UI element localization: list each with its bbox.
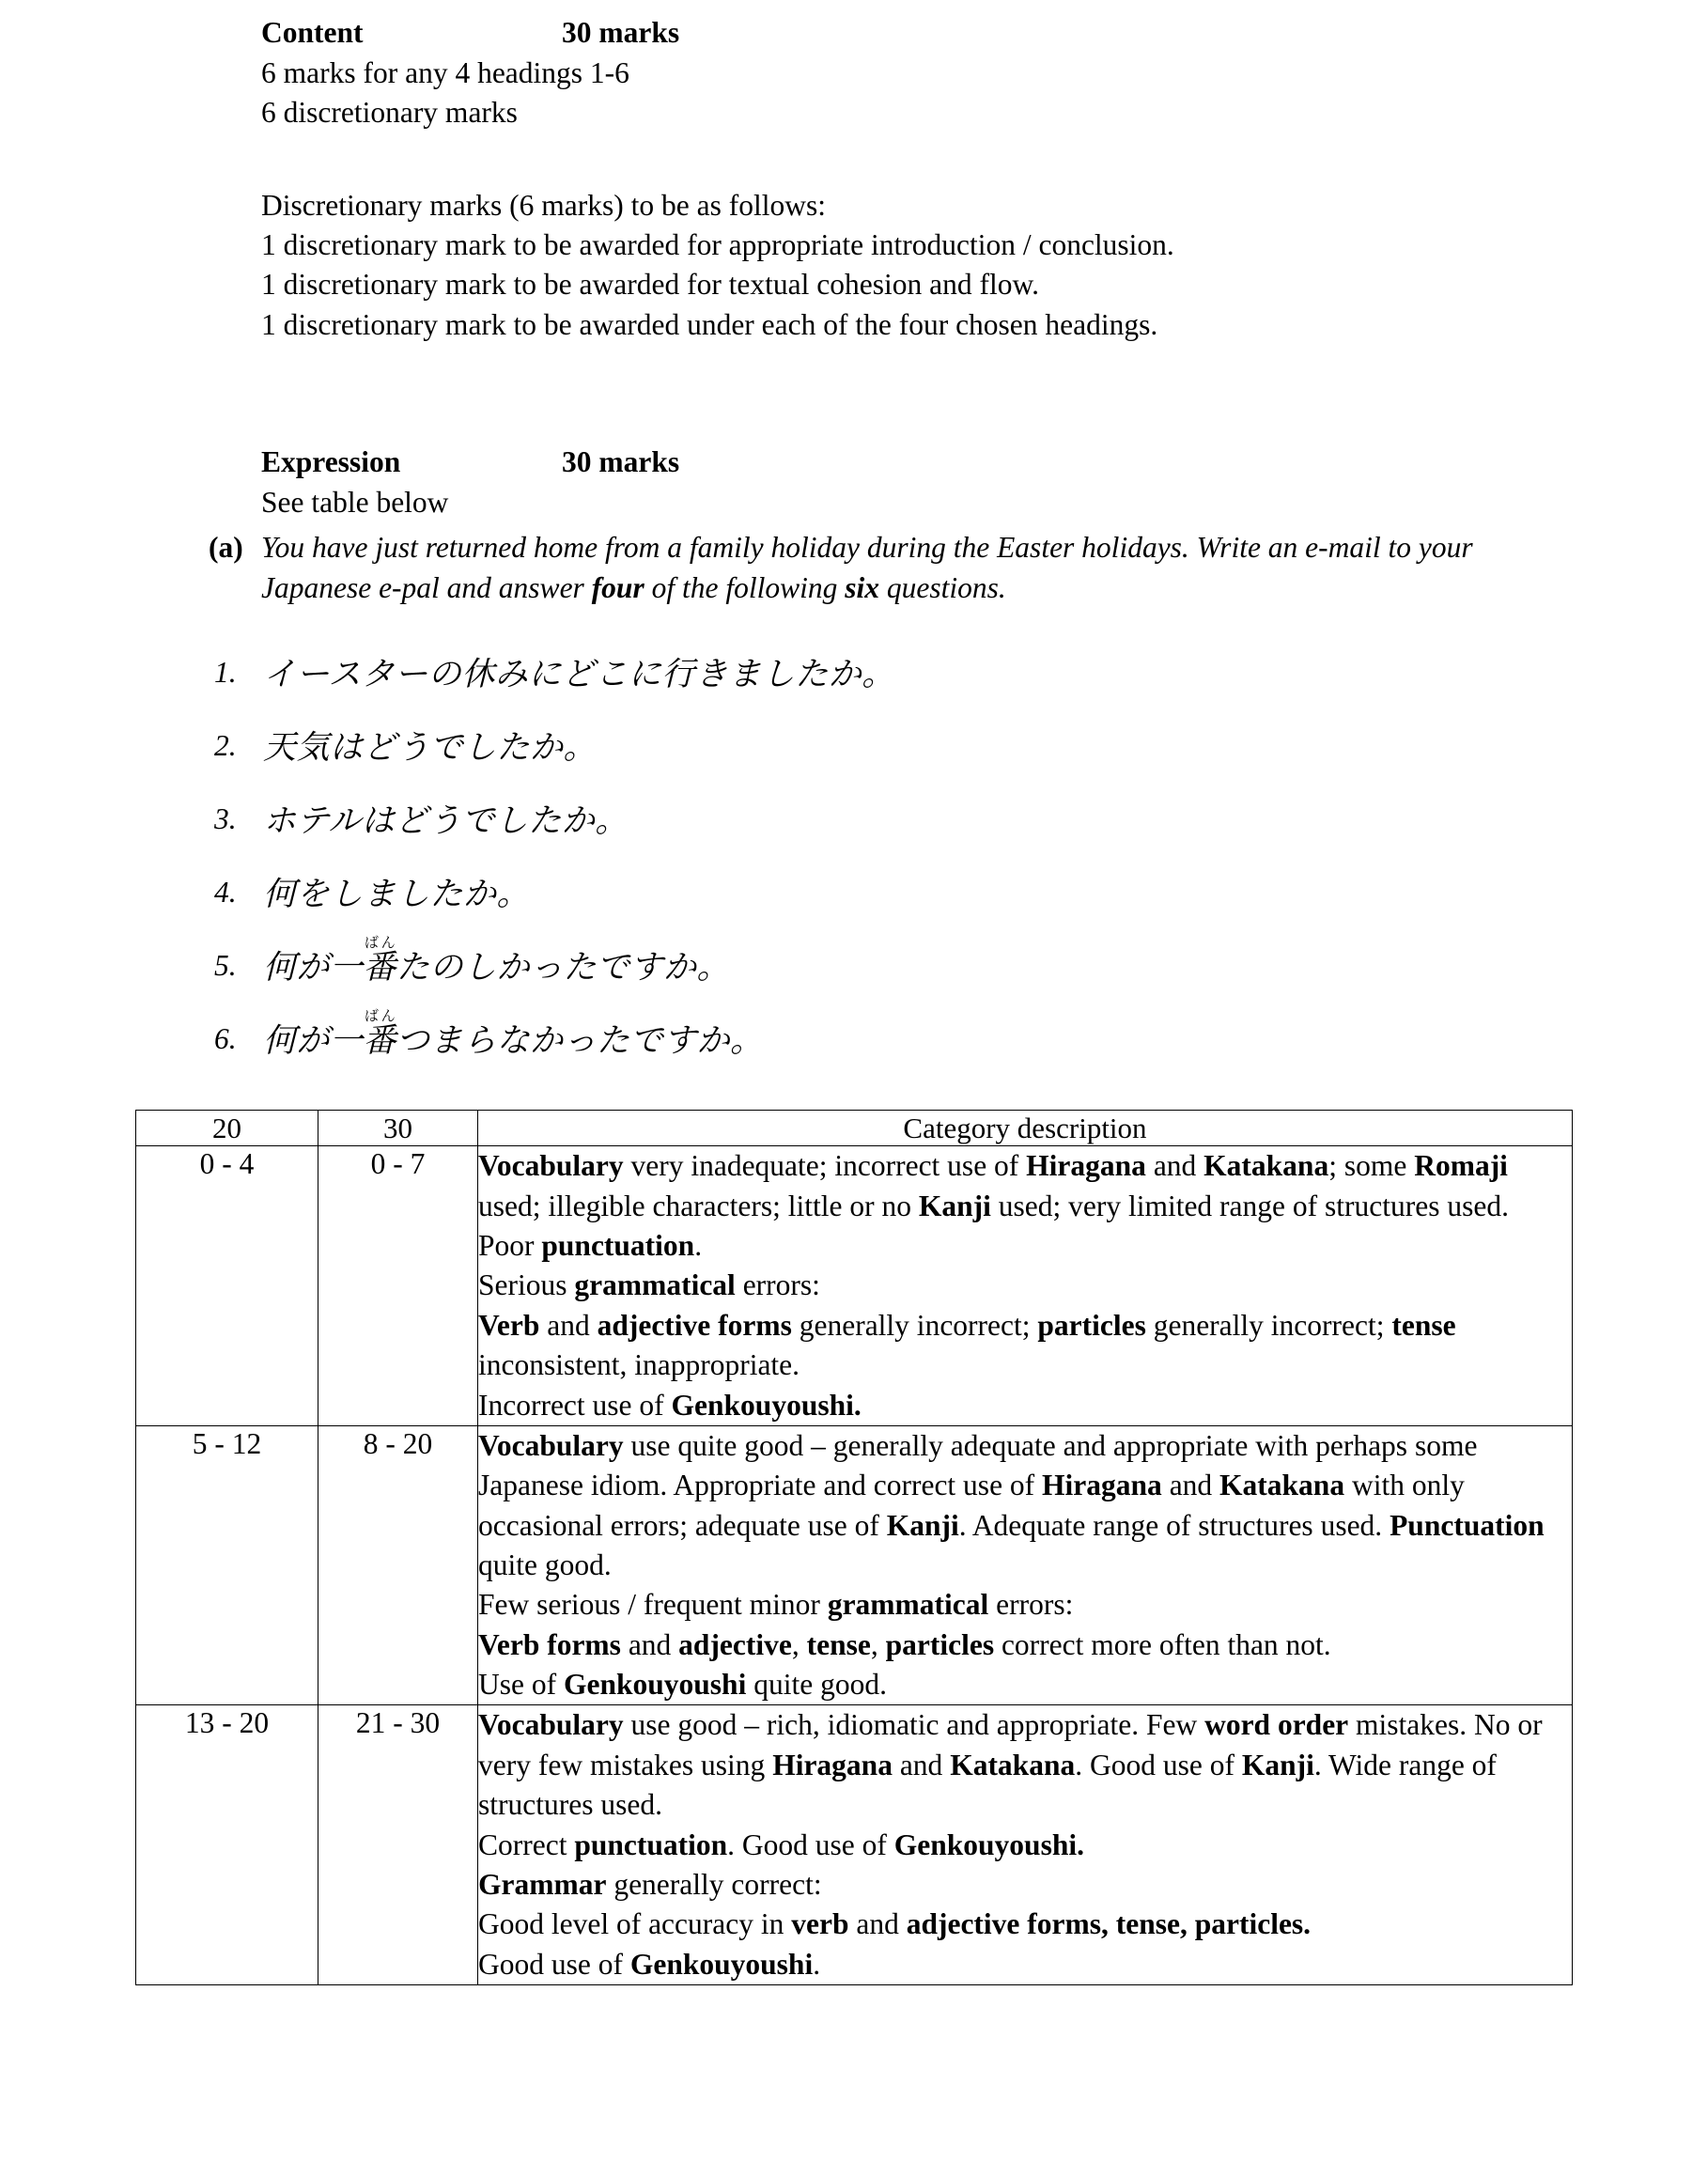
emphasis-term: Kanji [886, 1508, 959, 1542]
question-number: 5. [214, 948, 237, 982]
emphasis-term: Verb forms [478, 1627, 621, 1661]
description-text: use good – rich, idiomatic and appropriate. Few [623, 1708, 1205, 1742]
description-text: generally incorrect; [1145, 1308, 1392, 1342]
japanese-question-row [214, 984, 1708, 1060]
description-text: Use of [478, 1668, 564, 1702]
emphasis-term: Hiragana [1026, 1149, 1146, 1183]
description-line [478, 1625, 1572, 1665]
expression-section [261, 443, 1708, 522]
emphasis-term: punctuation [541, 1229, 695, 1263]
score-range-30: 21 - 30 [318, 1705, 478, 1985]
japanese-question-row [214, 691, 1708, 767]
table-header-row [136, 1111, 1573, 1146]
expression-heading-row [261, 443, 1708, 483]
description-text: Serious [478, 1268, 575, 1302]
content-heading-row [261, 13, 1708, 54]
description-text: generally incorrect; [791, 1308, 1038, 1342]
emphasis-term: Genkouyoushi [629, 1947, 814, 1981]
description-line [478, 1226, 1572, 1266]
discretionary-intro: Discretionary marks (6 marks) to be as follows: [261, 188, 826, 222]
emphasis-term: Katakana [1203, 1149, 1329, 1183]
description-text: Correct [478, 1828, 575, 1861]
content-line-1: 6 marks for any 4 headings 1-6 [261, 55, 629, 89]
emphasis-term: Romaji [1414, 1149, 1508, 1183]
description-text: and [1161, 1469, 1220, 1502]
header-20: 20 [136, 1111, 318, 1146]
emphasis-term: Grammar [478, 1867, 607, 1901]
emphasis-term: grammatical [574, 1268, 736, 1302]
description-text: and [848, 1907, 907, 1941]
spacer [0, 345, 1708, 443]
ruby-furigana: ばん [363, 936, 397, 952]
ruby-base: 番 [363, 949, 397, 987]
description-text: Incorrect use of [478, 1388, 672, 1422]
description-line [478, 1266, 1572, 1305]
emphasis-term: verb [791, 1907, 849, 1941]
japanese-question-row [214, 837, 1708, 913]
emphasis-term: Katakana [1219, 1469, 1345, 1502]
description-text: quite good. [478, 1548, 612, 1581]
description-line [478, 1705, 1572, 1825]
question-text-pre: 天気はどうでしたか。 [263, 729, 598, 767]
question-number: 4. [214, 875, 237, 909]
emphasis-term: grammatical [827, 1588, 989, 1622]
question-number: 2. [214, 728, 237, 762]
question-text-post: つまらなかったですか。 [396, 1022, 764, 1060]
description-text: inconsistent, inappropriate. [478, 1348, 800, 1382]
description-text: . Good use of [1075, 1748, 1242, 1781]
question-text [263, 729, 598, 767]
expression-marks: 30 marks [562, 444, 680, 478]
discretionary-line-1: 1 discretionary mark to be awarded for appropriate introduction / conclusion. [261, 227, 1174, 261]
ruby-annotation [363, 936, 397, 987]
description-text: use quite good – generally adequate and appropriate with perhaps some Japanese idiom. Appropriate and correct use of [478, 1428, 1478, 1502]
question-a-bold-four: four [591, 570, 644, 604]
description-line [478, 1826, 1572, 1865]
see-table-below: See table below [261, 485, 449, 519]
emphasis-term: Hiragana [1042, 1469, 1162, 1502]
description-line [478, 1386, 1572, 1425]
emphasis-term: particles [885, 1627, 995, 1661]
description-line [478, 1585, 1572, 1625]
japanese-question-row [214, 617, 1708, 691]
emphasis-term: word order [1204, 1708, 1349, 1742]
content-section [261, 13, 1708, 345]
description-text: used; illegible characters; little or no [478, 1189, 919, 1222]
emphasis-term: punctuation [574, 1828, 728, 1861]
content-line-2: 6 discretionary marks [261, 96, 518, 130]
question-text-pre: 何が一 [263, 949, 364, 987]
description-text: . Good use of [727, 1828, 894, 1861]
emphasis-term: Kanji [1241, 1748, 1314, 1781]
ruby-annotation [363, 1009, 397, 1060]
score-range-30: 0 - 7 [318, 1146, 478, 1426]
table-row [136, 1146, 1573, 1426]
question-text [263, 658, 895, 691]
content-marks: 30 marks [562, 16, 680, 49]
question-text [263, 1009, 764, 1060]
discretionary-line-3: 1 discretionary mark to be awarded under each of the four chosen headings. [261, 307, 1158, 341]
category-description [478, 1425, 1573, 1705]
description-text: used; very limited range of structures used. [990, 1189, 1509, 1222]
table-row [136, 1425, 1573, 1705]
discretionary-line-2: 1 discretionary mark to be awarded for textual cohesion and flow. [261, 268, 1040, 302]
question-text [263, 876, 531, 913]
description-text: errors: [988, 1588, 1074, 1622]
question-number: 6. [214, 1021, 237, 1055]
emphasis-term: adjective forms [597, 1308, 792, 1342]
ruby-furigana: ばん [363, 1009, 397, 1025]
spacer [261, 133, 1708, 186]
question-text-pre: 何をしましたか。 [263, 876, 531, 913]
score-range-30: 8 - 20 [318, 1425, 478, 1705]
description-line [478, 1945, 1572, 1984]
description-text: , [870, 1627, 886, 1661]
description-text: Poor [478, 1229, 542, 1263]
description-text: very inadequate; incorrect use of [623, 1149, 1027, 1183]
question-text-pre: イースターの休みにどこに行きましたか。 [263, 656, 895, 693]
description-line [478, 1665, 1572, 1704]
description-text: Few serious / frequent minor [478, 1588, 828, 1622]
emphasis-term: adjective [678, 1627, 792, 1661]
question-text-pre: 何が一 [263, 1022, 364, 1060]
emphasis-term: Hiragana [772, 1748, 893, 1781]
description-text: quite good. [746, 1668, 887, 1702]
emphasis-term: Genkouyoushi. [893, 1828, 1084, 1861]
emphasis-term: Kanji [918, 1189, 991, 1222]
table-row [136, 1705, 1573, 1985]
marking-criteria-table [135, 1110, 1573, 1985]
question-a-text-2: of the following [644, 570, 846, 604]
question-a-text [261, 528, 1576, 608]
description-text: errors: [735, 1268, 820, 1302]
description-text: and [1145, 1149, 1204, 1183]
description-line [478, 1146, 1572, 1226]
description-text: . [694, 1229, 703, 1263]
ruby-base: 番 [363, 1022, 397, 1060]
description-text: Good level of accuracy in [478, 1907, 792, 1941]
emphasis-term: adjective forms, tense, particles. [906, 1907, 1312, 1941]
header-30: 30 [318, 1111, 478, 1146]
description-text: and [620, 1627, 679, 1661]
description-text: . Adequate range of structures used. [958, 1508, 1390, 1542]
emphasis-term: tense [1391, 1308, 1456, 1342]
description-text: . [813, 1947, 821, 1981]
question-text-pre: ホテルはどうでしたか。 [263, 802, 629, 840]
header-category-description: Category description [478, 1111, 1573, 1146]
description-text: Good use of [478, 1947, 630, 1981]
question-number: 1. [214, 655, 237, 689]
description-text: and [539, 1308, 598, 1342]
question-a-bold-six: six [845, 570, 879, 604]
question-text [263, 802, 629, 840]
question-text-post: たのしかったですか。 [396, 949, 731, 987]
japanese-question-list [0, 617, 1708, 1060]
question-a-text-1: You have just returned home from a family holiday during the Easter holidays. Write an e-mail to your Japanese e-pal and answer [261, 531, 1473, 604]
marking-criteria-table-wrapper [135, 1110, 1573, 1985]
score-range-20: 5 - 12 [136, 1425, 318, 1705]
description-text: generally correct: [606, 1867, 822, 1901]
emphasis-term: Vocabulary [478, 1708, 624, 1742]
expression-heading: Expression [261, 444, 401, 478]
emphasis-term: Punctuation [1390, 1508, 1545, 1542]
description-text: with only occasional errors; adequate use of [478, 1469, 1465, 1542]
description-text: , [791, 1627, 807, 1661]
description-line [478, 1905, 1572, 1944]
category-description [478, 1146, 1573, 1426]
emphasis-term: Verb [478, 1308, 540, 1342]
emphasis-term: Vocabulary [478, 1428, 624, 1462]
emphasis-term: tense [806, 1627, 871, 1661]
description-text: ; some [1328, 1149, 1415, 1183]
description-text: . Wide range of structures used. [478, 1748, 1497, 1822]
emphasis-term: Genkouyoushi. [671, 1388, 862, 1422]
description-text: mistakes. No or very few mistakes using [478, 1708, 1543, 1781]
japanese-question-row [214, 910, 1708, 987]
score-range-20: 13 - 20 [136, 1705, 318, 1985]
description-line [478, 1865, 1572, 1905]
question-a-text-3: questions. [879, 570, 1006, 604]
description-text: correct more often than not. [994, 1627, 1331, 1661]
description-line [478, 1426, 1572, 1585]
question-text [263, 936, 731, 987]
description-text: and [892, 1748, 951, 1781]
question-a-marker: (a) [209, 531, 243, 565]
category-description [478, 1705, 1573, 1985]
emphasis-term: Genkouyoushi [563, 1668, 747, 1702]
emphasis-term: particles [1037, 1308, 1146, 1342]
question-number: 3. [214, 801, 237, 835]
content-heading: Content [261, 16, 364, 49]
japanese-question-row [214, 764, 1708, 840]
emphasis-term: Vocabulary [478, 1149, 624, 1183]
question-a [209, 528, 1708, 608]
description-line [478, 1306, 1572, 1386]
score-range-20: 0 - 4 [136, 1146, 318, 1426]
emphasis-term: Katakana [950, 1748, 1076, 1781]
